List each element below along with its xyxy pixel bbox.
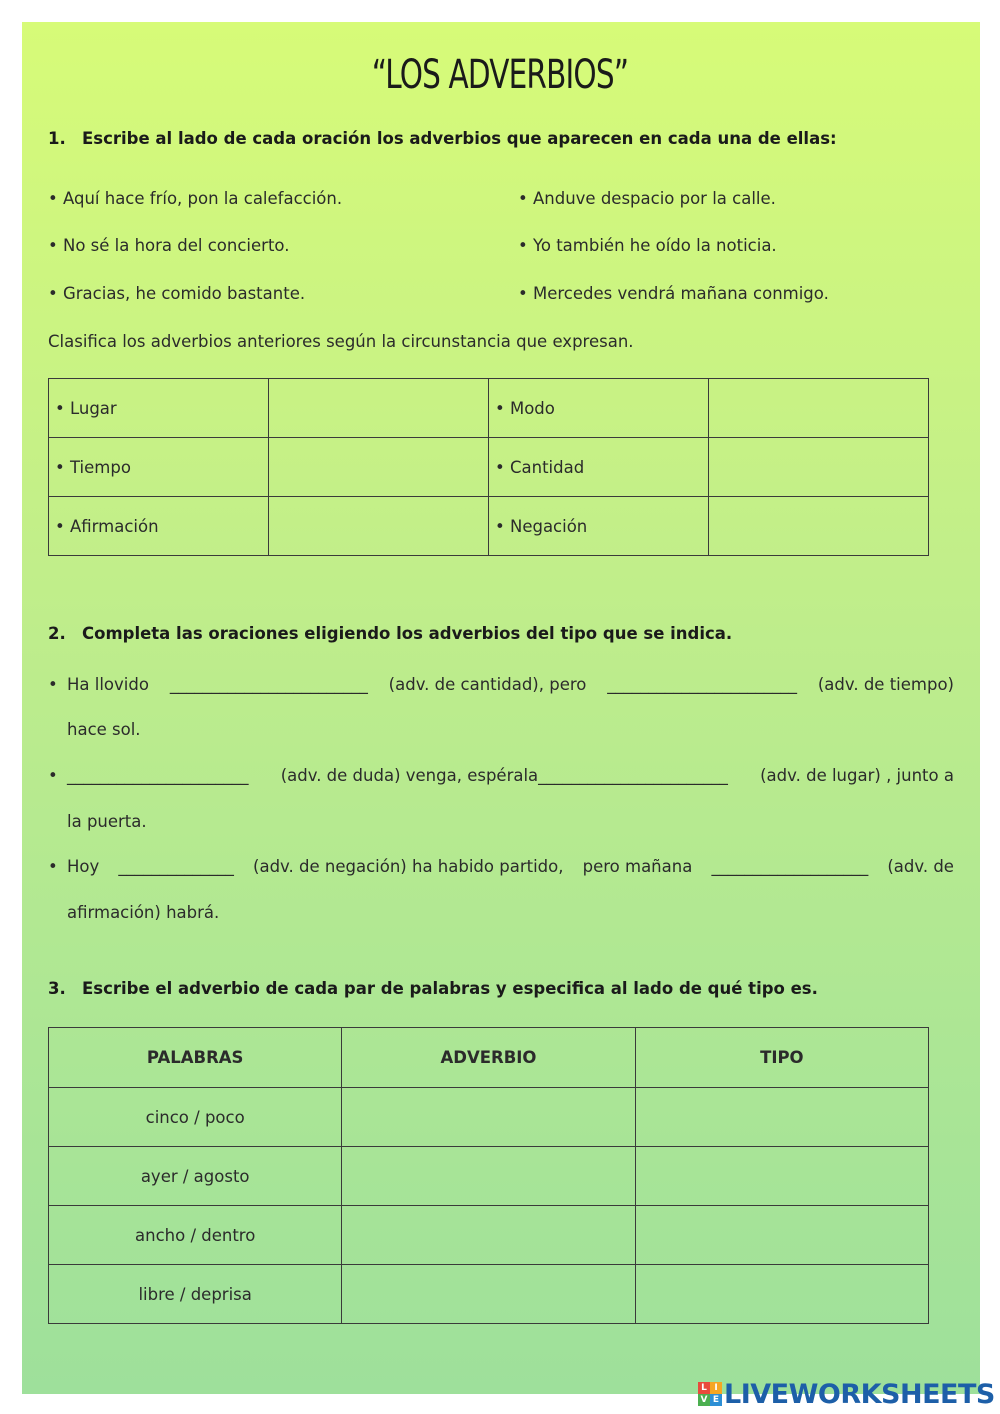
type-answer-cell[interactable] [635, 1265, 928, 1324]
answer-cell[interactable] [709, 438, 929, 497]
item-text: Hoy [67, 857, 100, 876]
item-text: (adv. de duda) venga, espérala_______________________ [280, 766, 728, 785]
item-text: (adv. de cantidad), pero [388, 675, 587, 694]
adverb-answer-cell[interactable] [342, 1265, 635, 1324]
item-text: Ha llovido [67, 675, 149, 694]
logo-letter: E [710, 1394, 722, 1406]
logo-text: LIVEWORKSHEETS [724, 1378, 995, 1410]
category-label: • Afirmación [49, 497, 269, 556]
section-2-heading-text: Completa las oraciones eligiendo los adverbios del tipo que se indica. [82, 624, 733, 643]
sentence-right-1: • Anduve despacio por la calle. [518, 189, 776, 208]
word-pair-cell: ancho / dentro [49, 1206, 342, 1265]
item-continuation: la puerta. [67, 812, 147, 831]
answer-cell[interactable] [269, 379, 489, 438]
table-row [49, 1265, 929, 1324]
item-continuation: hace sol. [67, 720, 141, 739]
table-row [49, 1206, 929, 1265]
bullet-icon: • [48, 857, 58, 876]
section-1-heading [48, 129, 837, 148]
logo-letter: I [710, 1382, 722, 1394]
blank-field[interactable]: _______________________ [607, 675, 797, 694]
category-label: • Tiempo [49, 438, 269, 497]
word-pair-cell: cinco / poco [49, 1088, 342, 1147]
answer-cell[interactable] [269, 438, 489, 497]
table-header-row [49, 1028, 929, 1088]
blank-field[interactable]: ______________ [118, 857, 234, 876]
adverb-answer-cell[interactable] [342, 1088, 635, 1147]
column-header: TIPO [635, 1028, 928, 1088]
sentence-right-3: • Mercedes vendrá mañana conmigo. [518, 284, 829, 303]
item-text: (adv. de tiempo) [817, 675, 954, 694]
type-answer-cell[interactable] [635, 1147, 928, 1206]
table-row [49, 438, 929, 497]
blank-field[interactable]: ______________________ [67, 766, 249, 785]
answer-cell[interactable] [709, 497, 929, 556]
logo-letter: L [698, 1382, 710, 1394]
sentence-left-1: • Aquí hace frío, pon la calefacción. [48, 189, 343, 208]
category-label: • Lugar [49, 379, 269, 438]
column-header: PALABRAS [49, 1028, 342, 1088]
blank-field[interactable]: ___________________ [711, 857, 869, 876]
page-title: “LOS ADVERBIOS” [371, 52, 629, 98]
bullet-icon: • [48, 766, 58, 785]
logo-letter: V [698, 1394, 710, 1406]
liveworksheets-logo [698, 1378, 995, 1410]
section-2-number: 2. [48, 624, 66, 643]
item-text: pero mañana [582, 857, 693, 876]
bullet-icon: • [48, 675, 58, 694]
adverb-table [48, 1027, 929, 1324]
category-label: • Cantidad [489, 438, 709, 497]
section-2-heading [48, 624, 732, 643]
classify-instruction: Clasifica los adverbios anteriores según la circunstancia que expresan. [48, 332, 634, 351]
item-continuation: afirmación) habrá. [67, 903, 220, 922]
logo-mark-icon [698, 1382, 722, 1406]
table-row [49, 379, 929, 438]
category-label: • Negación [489, 497, 709, 556]
section-1-number: 1. [48, 129, 66, 148]
classification-table [48, 378, 929, 556]
blank-field[interactable]: ________________________ [169, 675, 368, 694]
item-text: (adv. de [887, 857, 954, 876]
item-text: (adv. de negación) ha habido partido, [253, 857, 564, 876]
section-3-heading [48, 979, 818, 998]
answer-cell[interactable] [709, 379, 929, 438]
column-header: ADVERBIO [342, 1028, 635, 1088]
sentence-right-2: • Yo también he oído la noticia. [518, 236, 777, 255]
type-answer-cell[interactable] [635, 1088, 928, 1147]
sentence-left-2: • No sé la hora del concierto. [48, 236, 290, 255]
category-label: • Modo [489, 379, 709, 438]
adverb-answer-cell[interactable] [342, 1147, 635, 1206]
table-row [49, 1147, 929, 1206]
word-pair-cell: libre / deprisa [49, 1265, 342, 1324]
type-answer-cell[interactable] [635, 1206, 928, 1265]
sentence-left-3: • Gracias, he comido bastante. [48, 284, 306, 303]
word-pair-cell: ayer / agosto [49, 1147, 342, 1206]
table-row [49, 1088, 929, 1147]
answer-cell[interactable] [269, 497, 489, 556]
section-1-heading-text: Escribe al lado de cada oración los adverbios que aparecen en cada una de ellas: [82, 129, 837, 148]
item-text: (adv. de lugar) , junto a [760, 766, 954, 785]
table-row [49, 497, 929, 556]
section-3-number: 3. [48, 979, 66, 998]
section-3-heading-text: Escribe el adverbio de cada par de palabras y especifica al lado de qué tipo es. [82, 979, 818, 998]
adverb-answer-cell[interactable] [342, 1206, 635, 1265]
